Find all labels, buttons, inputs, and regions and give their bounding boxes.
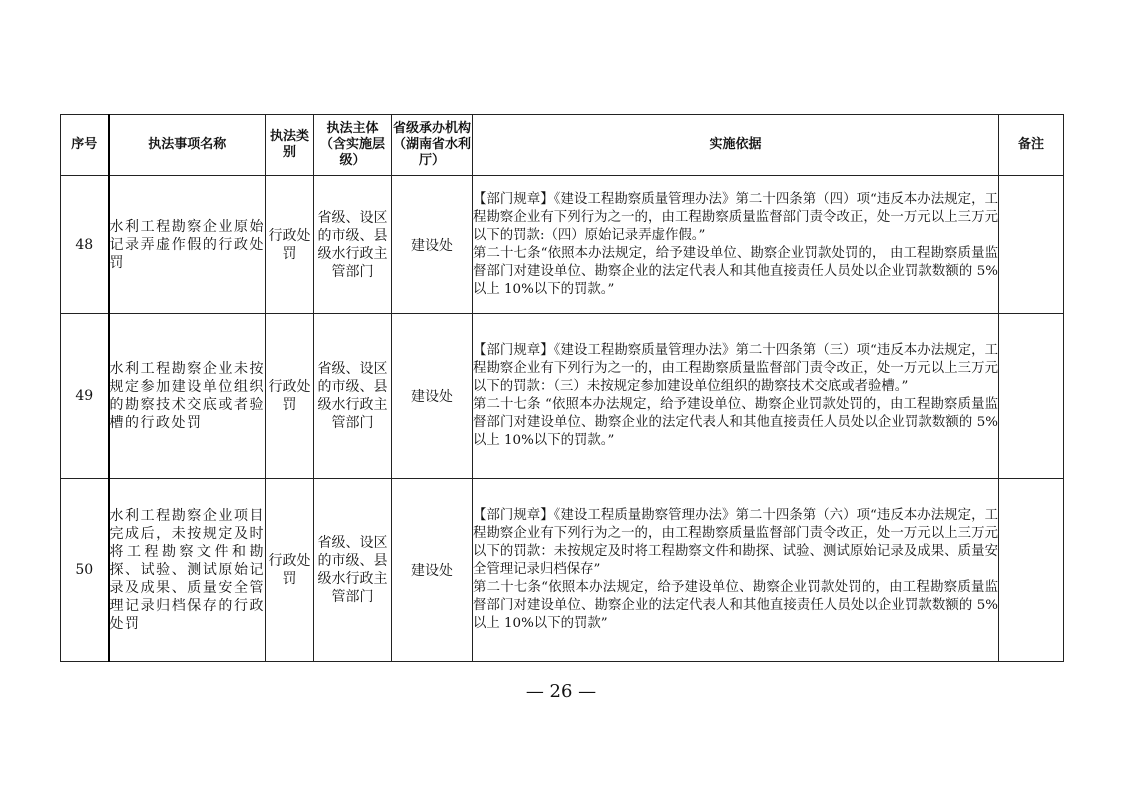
row-basis xyxy=(473,314,999,479)
header-subject: 执法主体（含实施层级） xyxy=(314,115,392,176)
row-seq: 50 xyxy=(61,479,109,662)
row-item-name: 水利工程勘察企业项目完成后，未按规定及时将工程勘察文件和勘探、试验、测试原始记录及成果、质量安全管理记录归档保存的行政处罚 xyxy=(109,479,266,662)
basis-paragraph: 第二十七条“依照本办法规定，给予建设单位、勘察企业罚款处罚的， 由工程勘察质量监督部门对建设单位、勘察企业的法定代表人和其他直接责任人员处以企业罚款数额的 5%以上 10%以下的罚款。” xyxy=(473,245,998,297)
row-org: 建设处 xyxy=(392,314,473,479)
row-remark xyxy=(999,176,1064,314)
basis-paragraph: 【部门规章】《建设工程勘察质量管理办法》第二十四条第（三）项“违反本办法规定，工程勘察企业有下列行为之一的，由工程勘察质量监督部门责令改正，处一万元以上三万元以下的罚款：（三）未按规定参加建设单位组织的勘察技术交底或者验槽。” xyxy=(473,343,998,394)
row-seq: 48 xyxy=(61,176,109,314)
row-remark xyxy=(999,479,1064,662)
basis-paragraph: 第二十七条“依照本办法规定，给予建设单位、勘察企业罚款处罚的，由工程勘察质量监督部门对建设单位、勘察企业的法定代表人和其他直接责任人员处以企业罚款数额的 5%以上 10%以下的罚款” xyxy=(473,580,998,631)
header-item-name: 执法事项名称 xyxy=(109,115,266,176)
header-category: 执法类别 xyxy=(266,115,314,176)
header-remark: 备注 xyxy=(999,115,1064,176)
header-basis: 实施依据 xyxy=(473,115,999,176)
row-org: 建设处 xyxy=(392,176,473,314)
row-basis xyxy=(473,176,999,314)
row-category: 行政处罚 xyxy=(266,314,314,479)
row-basis xyxy=(473,479,999,662)
row-seq: 49 xyxy=(61,314,109,479)
row-item-name: 水利工程勘察企业原始记录弄虚作假的行政处罚 xyxy=(109,176,266,314)
row-item-name: 水利工程勘察企业未按规定参加建设单位组织的勘察技术交底或者验槽的行政处罚 xyxy=(109,314,266,479)
basis-paragraph: 【部门规章】《建设工程勘察质量管理办法》第二十四条第（四）项“违反本办法规定，工程勘察企业有下列行为之一的，由工程勘察质量监督部门责令改正，处一万元以上三万元以下的罚款:（四）原始记录弄虚作假。” xyxy=(473,191,998,243)
row-remark xyxy=(999,314,1064,479)
row-subject: 省级、设区的市级、县级水行政主管部门 xyxy=(314,479,392,662)
basis-paragraph: 【部门规章】《建设工程质量勘察管理办法》第二十四条第（六）项“违反本办法规定，工程勘察企业有下列行为之一的，由工程勘察质量监督部门责令改正，处一万元以上三万元以下的罚款：未按规定及时将工程勘察文件和勘探、试验、测试原始记录及成果、质量安全管理记录归档保存” xyxy=(473,508,998,577)
row-subject: 省级、设区的市级、县级水行政主管部门 xyxy=(314,176,392,314)
basis-paragraph: 第二十七条 “依照本办法规定，给予建设单位、勘察企业罚款处罚的，由工程勘察质量监督部门对建设单位、勘察企业的法定代表人和其他直接责任人员处以企业罚款数额的 5%以上 10%以下的罚款。” xyxy=(473,397,998,448)
page-number: — 26 — xyxy=(525,681,597,702)
table-row xyxy=(61,479,1064,662)
table-row xyxy=(61,314,1064,479)
header-org: 省级承办机构（湖南省水利厅） xyxy=(392,115,473,176)
row-subject: 省级、设区的市级、县级水行政主管部门 xyxy=(314,314,392,479)
row-category: 行政处罚 xyxy=(266,479,314,662)
row-category: 行政处罚 xyxy=(266,176,314,314)
table-header-row xyxy=(61,115,1064,176)
enforcement-items-table xyxy=(60,114,1064,662)
row-org: 建设处 xyxy=(392,479,473,662)
table-row xyxy=(61,176,1064,314)
header-seq: 序号 xyxy=(61,115,109,176)
